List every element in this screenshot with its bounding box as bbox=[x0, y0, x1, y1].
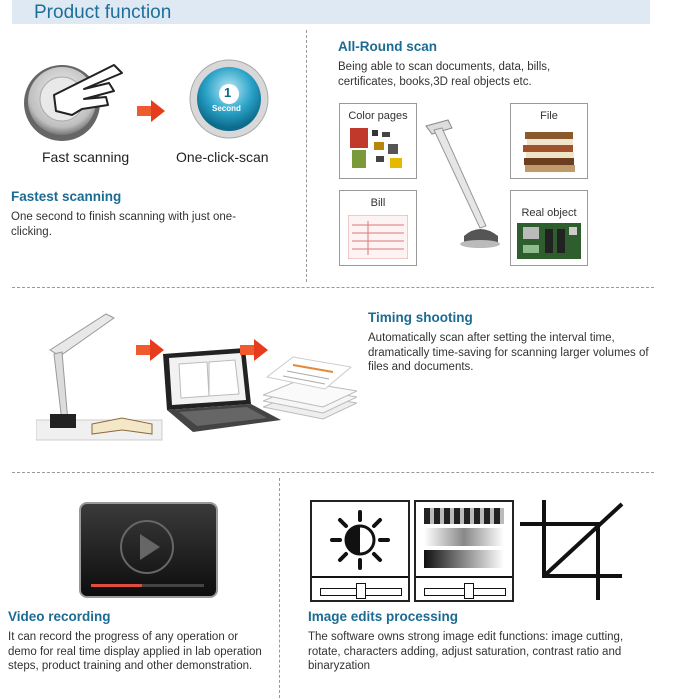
arrow-icon bbox=[137, 100, 165, 122]
scan-button-illustration bbox=[14, 55, 124, 145]
scanner-illustration bbox=[420, 118, 500, 250]
image-edits-title: Image edits processing bbox=[308, 609, 459, 624]
circuit-board-image bbox=[517, 223, 581, 259]
page-title: Product function bbox=[34, 2, 172, 23]
thumb-real-object bbox=[510, 190, 588, 266]
fastest-scanning-desc: One second to finish scanning with just one-clicking. bbox=[11, 211, 237, 238]
section-header bbox=[12, 0, 650, 24]
timing-shooting-desc: Automatically scan after setting the interval time, dramatically time-saving for scanning larger volumes of files and documents. bbox=[368, 332, 649, 373]
fast-scanning-caption: Fast scanning bbox=[42, 149, 130, 165]
divider bbox=[279, 478, 280, 698]
bill-image bbox=[348, 215, 408, 259]
fastest-scanning-title: Fastest scanning bbox=[11, 189, 122, 204]
video-progress-fill bbox=[91, 584, 142, 587]
color-pages-image bbox=[350, 128, 406, 172]
video-recording-title: Video recording bbox=[8, 609, 111, 624]
badge-number: 1 bbox=[224, 85, 232, 100]
books-image bbox=[523, 128, 577, 174]
brightness-slider-handle bbox=[356, 583, 366, 599]
video-recording-desc: It can record the progress of any operation or demo for real time display applied in lab operation steps, product training and other demonstration. bbox=[8, 631, 262, 672]
all-round-scan-desc: Being able to scan documents, data, bills, certificates, books,3D real objects etc. bbox=[338, 61, 551, 88]
play-icon bbox=[118, 518, 176, 576]
all-round-scan-title: All-Round scan bbox=[338, 39, 438, 54]
timing-shooting-title: Timing shooting bbox=[368, 310, 473, 325]
one-click-scan-caption: One-click-scan bbox=[176, 149, 269, 165]
contrast-panel bbox=[414, 500, 514, 602]
thumb-label: Color pages bbox=[348, 110, 408, 122]
scanner-with-book-illustration bbox=[36, 310, 164, 442]
badge-word: Second bbox=[212, 104, 241, 113]
brightness-panel bbox=[310, 500, 410, 602]
thumb-label: Real object bbox=[521, 207, 577, 219]
divider bbox=[12, 287, 654, 288]
image-edits-desc: The software owns strong image edit functions: image cutting, rotate, characters adding, adjust saturation, contrast ratio and binaryzation bbox=[308, 631, 624, 672]
one-second-badge bbox=[188, 58, 270, 140]
divider bbox=[12, 472, 654, 473]
thumb-file bbox=[510, 103, 588, 179]
brightness-icon bbox=[330, 510, 390, 570]
thumb-color-pages bbox=[339, 103, 417, 179]
thumb-label: Bill bbox=[370, 197, 386, 209]
video-player bbox=[79, 502, 218, 598]
crop-icon bbox=[520, 500, 624, 600]
video-progress-track bbox=[91, 584, 204, 587]
divider bbox=[306, 30, 307, 282]
thumb-label: File bbox=[540, 110, 558, 122]
thumb-bill bbox=[339, 190, 417, 266]
document-stack-illustration bbox=[263, 355, 357, 425]
contrast-slider-handle bbox=[464, 583, 474, 599]
